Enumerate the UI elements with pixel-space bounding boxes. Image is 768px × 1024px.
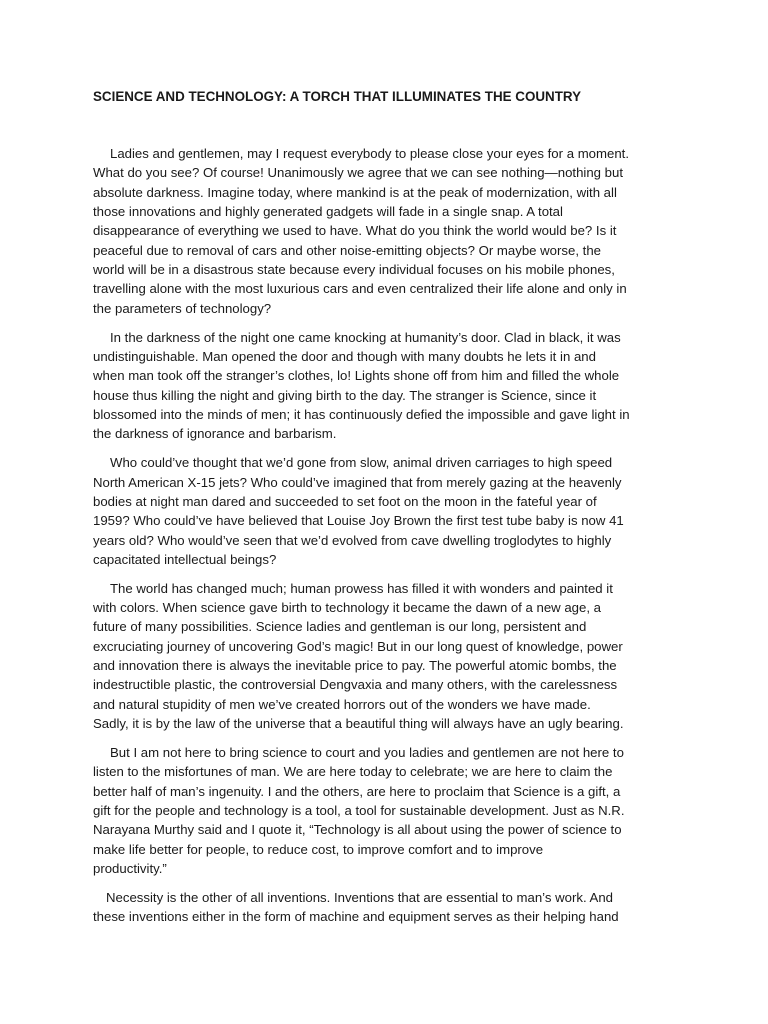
paragraph-1 (93, 144, 675, 318)
document-title: SCIENCE AND TECHNOLOGY: A TORCH THAT ILLUMINATES THE COUNTRY (93, 89, 581, 104)
paragraph-line: blossomed into the minds of men; it has continuously defied the impossible and gave light in (93, 406, 630, 422)
paragraph-line: and natural stupidity of men we’ve created horrors out of the wonders we have made. (93, 696, 591, 712)
paragraph-line: peaceful due to removal of cars and other noise-emitting objects? Or maybe worse, the (93, 242, 601, 258)
paragraph-line: In the darkness of the night one came knocking at humanity’s door. Clad in black, it was (110, 329, 621, 345)
paragraph-line: and innovation there is always the inevitable price to pay. The powerful atomic bombs, the (93, 658, 617, 674)
paragraph-line: productivity.” (93, 861, 167, 877)
paragraph-line: future of many possibilities. Science ladies and gentleman is our long, persistent and (93, 619, 587, 635)
paragraph-line: travelling alone with the most luxurious cars and even centralized their life alone and only in (93, 281, 627, 297)
paragraph-line: Narayana Murthy said and I quote it, “Technology is all about using the power of science to (93, 822, 622, 838)
paragraph-line: undistinguishable. Man opened the door and though with many doubts he lets it in and (93, 348, 596, 364)
paragraph-line: Sadly, it is by the law of the universe that a beautiful thing will always have an ugly bearing. (93, 716, 624, 732)
paragraph-line: disappearance of everything we used to have. What do you think the world would be? Is it (93, 223, 617, 239)
paragraph-line: North American X-15 jets? Who could’ve imagined that from merely gazing at the heavenly (93, 474, 622, 490)
paragraph-line: The world has changed much; human prowess has filled it with wonders and painted it (110, 580, 613, 596)
paragraph-line: these inventions either in the form of machine and equipment serves as their helping hand (93, 909, 619, 925)
paragraph-line: bodies at night man dared and succeeded to set foot on the moon in the fateful year of (93, 493, 597, 509)
paragraph-line: excruciating journey of uncovering God’s magic! But in our long quest of knowledge, power (93, 638, 623, 654)
paragraph-line: indestructible plastic, the controversial Dengvaxia and many others, with the carelessness (93, 677, 618, 693)
paragraph-line: when man took off the stranger’s clothes, lo! Lights shone off from him and filled the whole (93, 368, 620, 384)
paragraph-line: Who could’ve thought that we’d gone from slow, animal driven carriages to high speed (110, 455, 613, 471)
paragraph-2 (93, 328, 675, 444)
paragraph-line: Necessity is the other of all inventions. Inventions that are essential to man’s work. And (106, 889, 614, 905)
paragraph-line: 1959? Who could’ve have believed that Louise Joy Brown the first test tube baby is now 41 (93, 513, 624, 529)
paragraph-line: What do you see? Of course! Unanimously we agree that we can see nothing—nothing but (93, 165, 624, 181)
paragraph-line: house thus killing the night and giving birth to the day. The stranger is Science, since it (93, 387, 597, 403)
paragraph-line: years old? Who would’ve seen that we’d evolved from cave dwelling troglodytes to highly (93, 532, 612, 548)
paragraph-line: gift for the people and technology is a tool, a tool for sustainable development. Just as N.R. (93, 803, 625, 818)
paragraph-line: absolute darkness. Imagine today, where mankind is at the peak of modernization, with all (93, 184, 617, 200)
paragraph-6 (93, 888, 675, 927)
paragraph-line: capacitated intellectual beings? (93, 551, 277, 567)
paragraph-4 (93, 579, 675, 734)
paragraph-line: world will be in a disastrous state because every individual focuses on his mobile phones, (93, 262, 615, 278)
paragraph-line: make life better for people, to reduce cost, to improve comfort and to improve (93, 841, 544, 857)
paragraph-line: listen to the misfortunes of man. We are here today to celebrate; we are here to claim the (93, 764, 613, 780)
paragraph-line: the parameters of technology? (93, 300, 272, 316)
paragraph-line: with colors. When science gave birth to technology it became the dawn of a new age, a (93, 600, 602, 616)
paragraph-3 (93, 453, 675, 569)
paragraph-line: Ladies and gentlemen, may I request everybody to please close your eyes for a moment. (110, 146, 629, 161)
paragraph-line: better half of man’s ingenuity. I and the others, are here to proclaim that Science is a gift, a (93, 783, 621, 799)
document-body (93, 144, 675, 936)
paragraph-5 (93, 743, 675, 878)
paragraph-line: But I am not here to bring science to court and you ladies and gentlemen are not here to (110, 744, 624, 760)
paragraph-line: the darkness of ignorance and barbarism. (93, 426, 337, 442)
paragraph-line: those innovations and highly generated gadgets will fade in a single snap. A total (93, 204, 563, 220)
